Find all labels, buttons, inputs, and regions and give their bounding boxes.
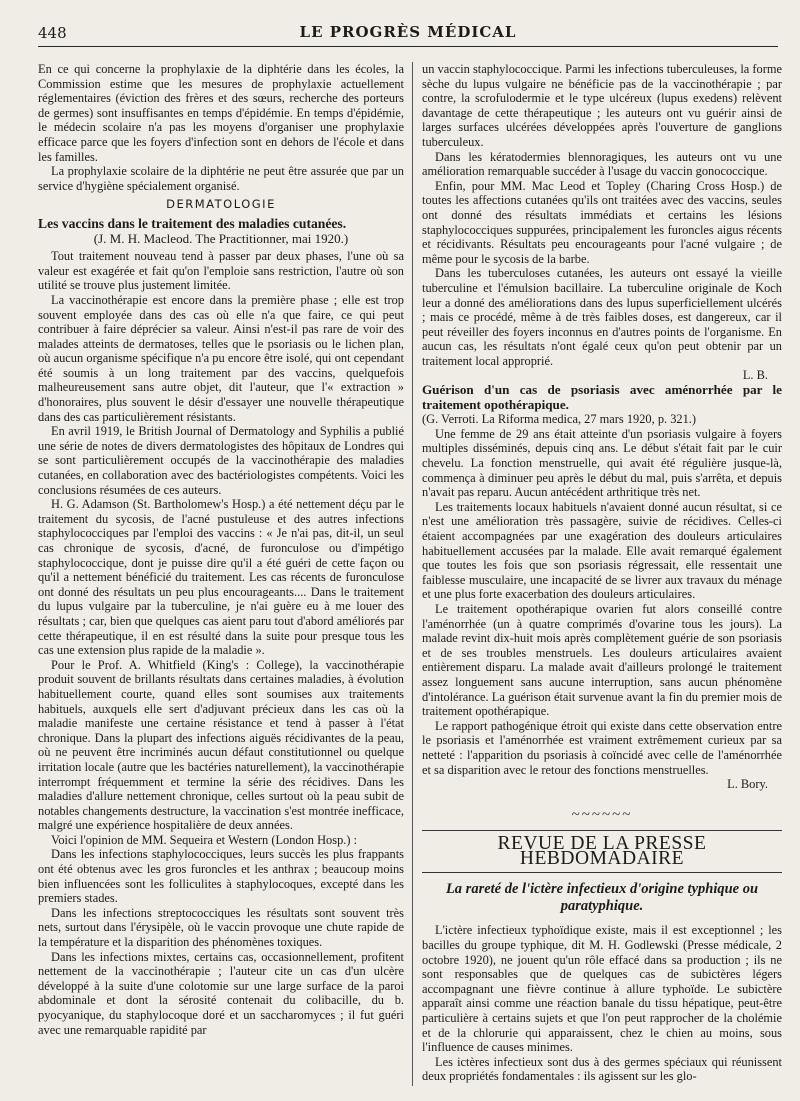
- paragraph: Les ictères infectieux sont dus à des germes spéciaux qui réunissent deux propriétés fondamentales : ils agissent sur les glo-: [422, 1054, 782, 1084]
- paragraph: Voici l'opinion de MM. Sequeira et Western (London Hosp.) :: [51, 832, 358, 847]
- review-subtitle: La rareté de l'ictère infectieux d'origine typhique ou paratyphique.: [445, 881, 759, 915]
- author-signature: L. Bory.: [727, 777, 768, 792]
- paragraph: Le rapport pathogénique étroit qui existe dans cette observation entre le psoriasis et l'aménorrhée est vraiment extrêmement curieux par sa netteté : l'apparition du psoriasis à coïncidé avec celle de l'aménorrhée et sa disparition avec le retour des fonctions menstruelles.: [422, 718, 782, 777]
- article-reference: (J. M. H. Macleod. The Practitionner, mai 1920.): [93, 230, 349, 246]
- paragraph: Dans les kératodermies blennoragiques, les auteurs ont vu une amélioration remarquable succéder à l'usage du vaccin gonococcique.: [422, 149, 782, 179]
- column-divider: [412, 62, 413, 1086]
- paragraph: Dans les infections mixtes, certains cas, occasionnellement, profitent nettement de la vaccinothérapie ; l'auteur cite un cas d'un ulcère développé à la suite d'une colotomie sur une large surface de la paroi abdominale et dont la sérosité contenait du colibacille, du b. pyocyanique, du staphylocoque doré et un saccharomyces ; il fut guéri avec une remarquable rapidité par: [38, 949, 404, 1037]
- paragraph: Une femme de 29 ans était atteinte d'un psoriasis vulgaire à foyers multiples disséminés, depuis cinq ans. Le début s'était fait par le cuir chevelu. La fonction menstruelle, qui avait été régulière jusque-là, commença à diminuer peu après le début du mal, puis s'arrêta, et depuis n'avait pas reparu. Aucun antécédent arthritique très net.: [422, 426, 782, 500]
- paragraph: La vaccinothérapie est encore dans la première phase ; elle est trop souvent employée dans des cas où elle n'a que faire, ce qui peut contribuer à faire déprécier sa valeur. Ainsi n'est-il pas rare de voir des malades atteints de dermatoses, telles que le psoriasis ou le lichen plan, où aucun organisme spécifique n'a pu encore être isolé, qui ont cependant été soumis à un long traitement par des vaccins, quelquefois malheureusement sans autre objet, dit l'auteur, que l'« extraction » d'honoraires, plus souvent le désir d'essayer une nouvelle thérapeutique dans des cas particulièrement résistants.: [38, 292, 404, 424]
- author-signature: L. B.: [742, 368, 768, 383]
- page-header: [38, 20, 778, 47]
- paragraph: La prophylaxie scolaire de la diphtérie ne peut être assurée que par un service d'hygiène spécialement organisé.: [38, 164, 404, 193]
- paragraph: En ce qui concerne la prophylaxie de la diphtérie dans les écoles, la Commission estime que les mesures de prophylaxie actuellement réglementaires (éviction des frères et des sœurs, recherche des porteurs de germes) sont insuffisantes en temps d'épidémie. En temps d'épidémie, le médecin scolaire n'a pas les moyens d'organiser une prophylaxie efficace parce que les foyers d'infection sont en dehors de l'école et dans les familles.: [38, 62, 404, 164]
- article-reference: (G. Verroti. La Riforma medica, 27 mars 1920, p. 321.): [422, 412, 697, 427]
- paragraph: L'ictère infectieux typhoïdique existe, mais il est exceptionnel ; les bacilles du groupe typhique, dit M. H. Godlewski (Presse médicale, 2 octobre 1920), ne jouent qu'un rôle effacé dans sa production ; ils ne sont responsables que de quelques cas de subictères légers accompagnant une fièvre continue à allure typhoïde. Le subictère apparaît ainsi comme une réaction banale du tissu hépatique, peut-être particulière à certains sujets et que l'on peut rapprocher de la cholémie et de la chlorurie qui apparaissent, chez le chien au moins, sous l'influence de causes minimes.: [422, 923, 782, 1055]
- paragraph: Les traitements locaux habituels n'avaient donné aucun résultat, si ce n'est une amélioration très passagère, suivie de récidives. Celles-ci étaient accompagnées par une exagération des douleurs articulaires habituellement accusées par la malade. Elle avait remarqué également que toutes les fois que son psoriasis régressait, elle ressentait une faiblesse musculaire, une incapacité de se livrer aux travaux du ménage et une plus forte exacerbation des douleurs articulaires.: [422, 499, 782, 602]
- paragraph: Tout traitement nouveau tend à passer par deux phases, l'une où sa valeur est exagérée et fait qu'on l'emploie sans restriction, l'autre où son utilité se trouve plus justement limitée.: [38, 249, 404, 293]
- ornamental-divider: ~~~~~~: [571, 806, 633, 823]
- paragraph: En avril 1919, le British Journal of Dermatology and Syphilis a publié une série de notes de divers dermatologistes des hôpitaux de Londres qui se sont particulièrement occupés de la vaccinothérapie des maladies cutanées, en collaboration avec des bactériologistes compétents. Voici les conclusions résumées de ces auteurs.: [38, 424, 404, 497]
- paragraph: un vaccin staphylococcique. Parmi les infections tuberculeuses, la forme sèche du lupus vulgaire ne bénéficie pas de la vaccinothérapie ; par contre, la scrofulodermie et le type ulcéreux (lupus exedens) relèvent davantage de cette thérapeutique ; les auteurs ont vu guérir ainsi de larges surfaces ulcérées développées après l'ouverture de ganglions tuberculeux.: [422, 62, 782, 149]
- right-column: [422, 62, 782, 1084]
- section-label: DERMATOLOGIE: [166, 197, 276, 212]
- page-number: 448: [38, 24, 67, 42]
- left-column: [38, 62, 404, 1037]
- review-heading: REVUE DE LA PRESSE HEBDOMADAIRE: [422, 830, 782, 873]
- paragraph: Le traitement opothérapique ovarien fut alors conseillé contre l'aménorrhée (un à quatre comprimés d'ovarine tous les jours). La malade revint dix-huit mois après complètement guérie de son psoriasis et de ses troubles menstruels. Les douleurs articulaires avaient entièrement disparu. La malade avait d'ailleurs prolongé le traitement assez longuement sans aucune interruption, sans aucun phénomène d'intolérance. La guérison était survenue avant la fin du premier mois de traitement opothérapique.: [422, 601, 782, 719]
- paragraph: H. G. Adamson (St. Bartholomew's Hosp.) a été nettement déçu par le traitement du sycosis, de l'acné pustuleuse et des autres infections staphylococciques par l'emploi des vaccins : « Je n'ai pas, dit-il, un seul cas chronique de sycosis, d'acné, de furonculose ou d'impétigo staphylococcique, dont je puisse dire qu'il a été guéri de cette façon ou qu'il a nettement bénéficié du traitement. Les cas récents de furonculose ont donné des résultats un peu plus encourageants.... Dans le traitement du lupus vulgaire par la tuberculine, je n'ai guère eu à me louer des résultats ; car, bien que quelques cas aient paru tout d'abord améliorés par cette thérapeutique, il en est résulté dans la suite pour presque tous les cas une extension plus rapide de la maladie ».: [38, 497, 404, 658]
- paragraph: Pour le Prof. A. Whitfield (King's : College), la vaccinothérapie produit souvent de brillants résultats dans certaines maladies, à évolution habituellement courte, quand elles sont soumises aux traitements habituels, auxquels elle sert d'adjuvant précieux dans les cas où la maladie manifeste une certaine résistance et tend à passer à l'état chronique. Dans la plupart des infections aiguës récidivantes de la peau, où ne peuvent être incriminés aucun défaut constitutionnel ou quelque irritation locale (autre que les bactéries naturellement), la vaccinothérapie interrompt fréquemment et termine la série des récidives. Dans les maladies d'allure nettement chronique, celles surtout où la peau subit de notables changements destructure, la vaccination s'est montrée inefficace, malgré une expérience hospitalière de deux années.: [38, 657, 404, 833]
- article-title: Guérison d'un cas de psoriasis avec aménorrhée par le traitement opothérapique.: [422, 382, 782, 412]
- paragraph: Dans les tuberculoses cutanées, les auteurs ont essayé la vieille tuberculine et l'émulsion bacillaire. La tuberculine originale de Koch leur a donné des améliorations dans des lupus superficiellement ulcérés ; mais ce procédé, même à de très faibles doses, est dangereux, car il peut réveiller des foyers inconnus en d'autres points de l'organisme. En aucun cas, les résultats n'ont égalé ceux qu'on peut obtenir par un traitement local approprié.: [422, 266, 782, 368]
- paragraph: Dans les infections staphylococciques, leurs succès les plus frappants ont été obtenus avec les gros furoncles et les anthrax ; beaucoup moins bien influencées sont les folliculites à staphylocoques, excepté dans les premiers stades.: [38, 847, 404, 906]
- running-title: LE PROGRÈS MÉDICAL: [299, 23, 517, 41]
- paragraph: Dans les infections streptococciques les résultats sont souvent très nets, surtout dans l'érysipèle, où le vaccin provoque une chute rapide de la température et la disparition des phénomènes toxiques.: [38, 905, 404, 950]
- article-title: Les vaccins dans le traitement des maladies cutanées.: [38, 215, 347, 231]
- paragraph: Enfin, pour MM. Mac Leod et Topley (Charing Cross Hosp.) de toutes les affections cutanées qu'ils ont traitées avec des vaccins, seules ont donné des résultats immédiats et certains les lésions staphylococciques suppurées, principalement les furoncles aigus récents et récidivants. Résultats peu encourageants pour l'acné vulgaire ; de même pour le sycosis de la barbe.: [422, 178, 782, 266]
